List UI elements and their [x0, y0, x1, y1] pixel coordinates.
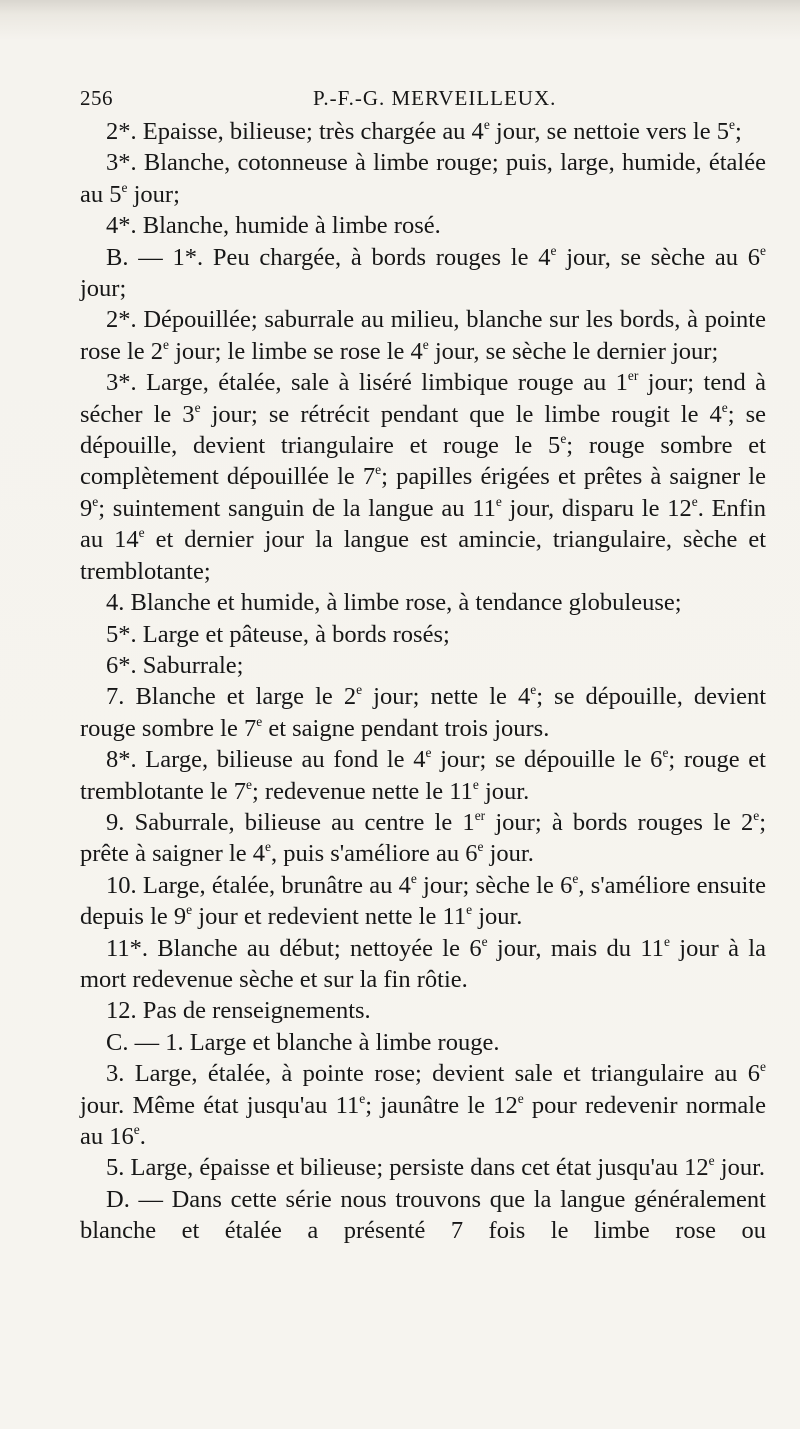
entry-b-2: 2*. Dépouillée; saburrale au milieu, blanche sur les bords, à pointe rose le 2e jour; le limbe se rose le 4e jour, se sèche le dernier jour;	[80, 306, 766, 365]
entry-d-summary: D. — Dans cette série nous trouvons que la langue généralement blanche et étalée a présenté 7 fois le limbe rose ou	[80, 1185, 766, 1245]
page-body	[80, 116, 766, 1247]
page-header	[80, 86, 762, 114]
entry-b-5: 5*. Large et pâteuse, à bords rosés;	[106, 620, 450, 648]
entry-c-5: 5. Large, épaisse et bilieuse; persiste dans cet état jusqu'au 12e jour.	[106, 1153, 766, 1182]
entry-b-12: 12. Pas de renseignements.	[106, 997, 371, 1025]
entry-b-7: 7. Blanche et large le 2e jour; nette le 4e; se dépouille, devient rouge sombre le 7e et saigne pendant trois jours.	[80, 682, 767, 742]
entry-c-3: 3. Large, étalée, à pointe rose; devient sale et triangulaire au 6e jour. Même état jusqu'au 11e; jaunâtre le 12e pour redevenir normale au 16e.	[80, 1059, 766, 1150]
entry-b-4: 4. Blanche et humide, à limbe rose, à tendance globuleuse;	[106, 589, 682, 617]
entry-a-2: 2*. Epaisse, bilieuse; très chargée au 4e jour, se nettoie vers le 5e;	[106, 116, 742, 145]
entry-c-1: C. — 1. Large et blanche à limbe rouge.	[106, 1028, 500, 1056]
entry-b-8: 8*. Large, bilieuse au fond le 4e jour; se dépouille le 6e; rouge et tremblotante le 7e; redevenue nette le 11e jour.	[80, 745, 766, 805]
entry-b-3: 3*. Large, étalée, sale à liséré limbique rouge au 1er jour; tend à sécher le 3e jour; se rétrécit pendant que le limbe rougit le 4e; se dépouille, devient triangulaire et rouge le 5e; rouge sombre et complètement dépouillée le 7e; papilles érigées et prêtes à saigner le 9e; suintement sanguin de la langue au 11e jour, disparu le 12e. Enfin au 14e et dernier jour la langue est amincie, triangulaire, sèche et tremblotante;	[80, 368, 767, 585]
entry-b-9: 9. Saburrale, bilieuse au centre le 1er jour; à bords rouges le 2e; prête à saigner le 4e, puis s'améliore au 6e jour.	[80, 807, 766, 868]
entry-b-10: 10. Large, étalée, brunâtre au 4e jour; sèche le 6e, s'améliore ensuite depuis le 9e jour et redevient nette le 11e jour.	[80, 870, 766, 931]
running-title: P.-F.-G. MERVEILLEUX.	[313, 86, 557, 110]
entry-b-1: B. — 1*. Peu chargée, à bords rouges le 4e jour, se sèche au 6e jour;	[80, 242, 766, 303]
page-number: 256	[80, 86, 113, 110]
entry-b-6: 6*. Saburrale;	[106, 651, 244, 679]
entry-b-11: 11*. Blanche au début; nettoyée le 6e jour, mais du 11e jour à la mort redevenue sèche et sur la fin rôtie.	[80, 933, 766, 993]
entry-a-4: 4*. Blanche, humide à limbe rosé.	[106, 212, 441, 240]
entry-a-3: 3*. Blanche, cotonneuse à limbe rouge; puis, large, humide, étalée au 5e jour;	[80, 149, 766, 208]
